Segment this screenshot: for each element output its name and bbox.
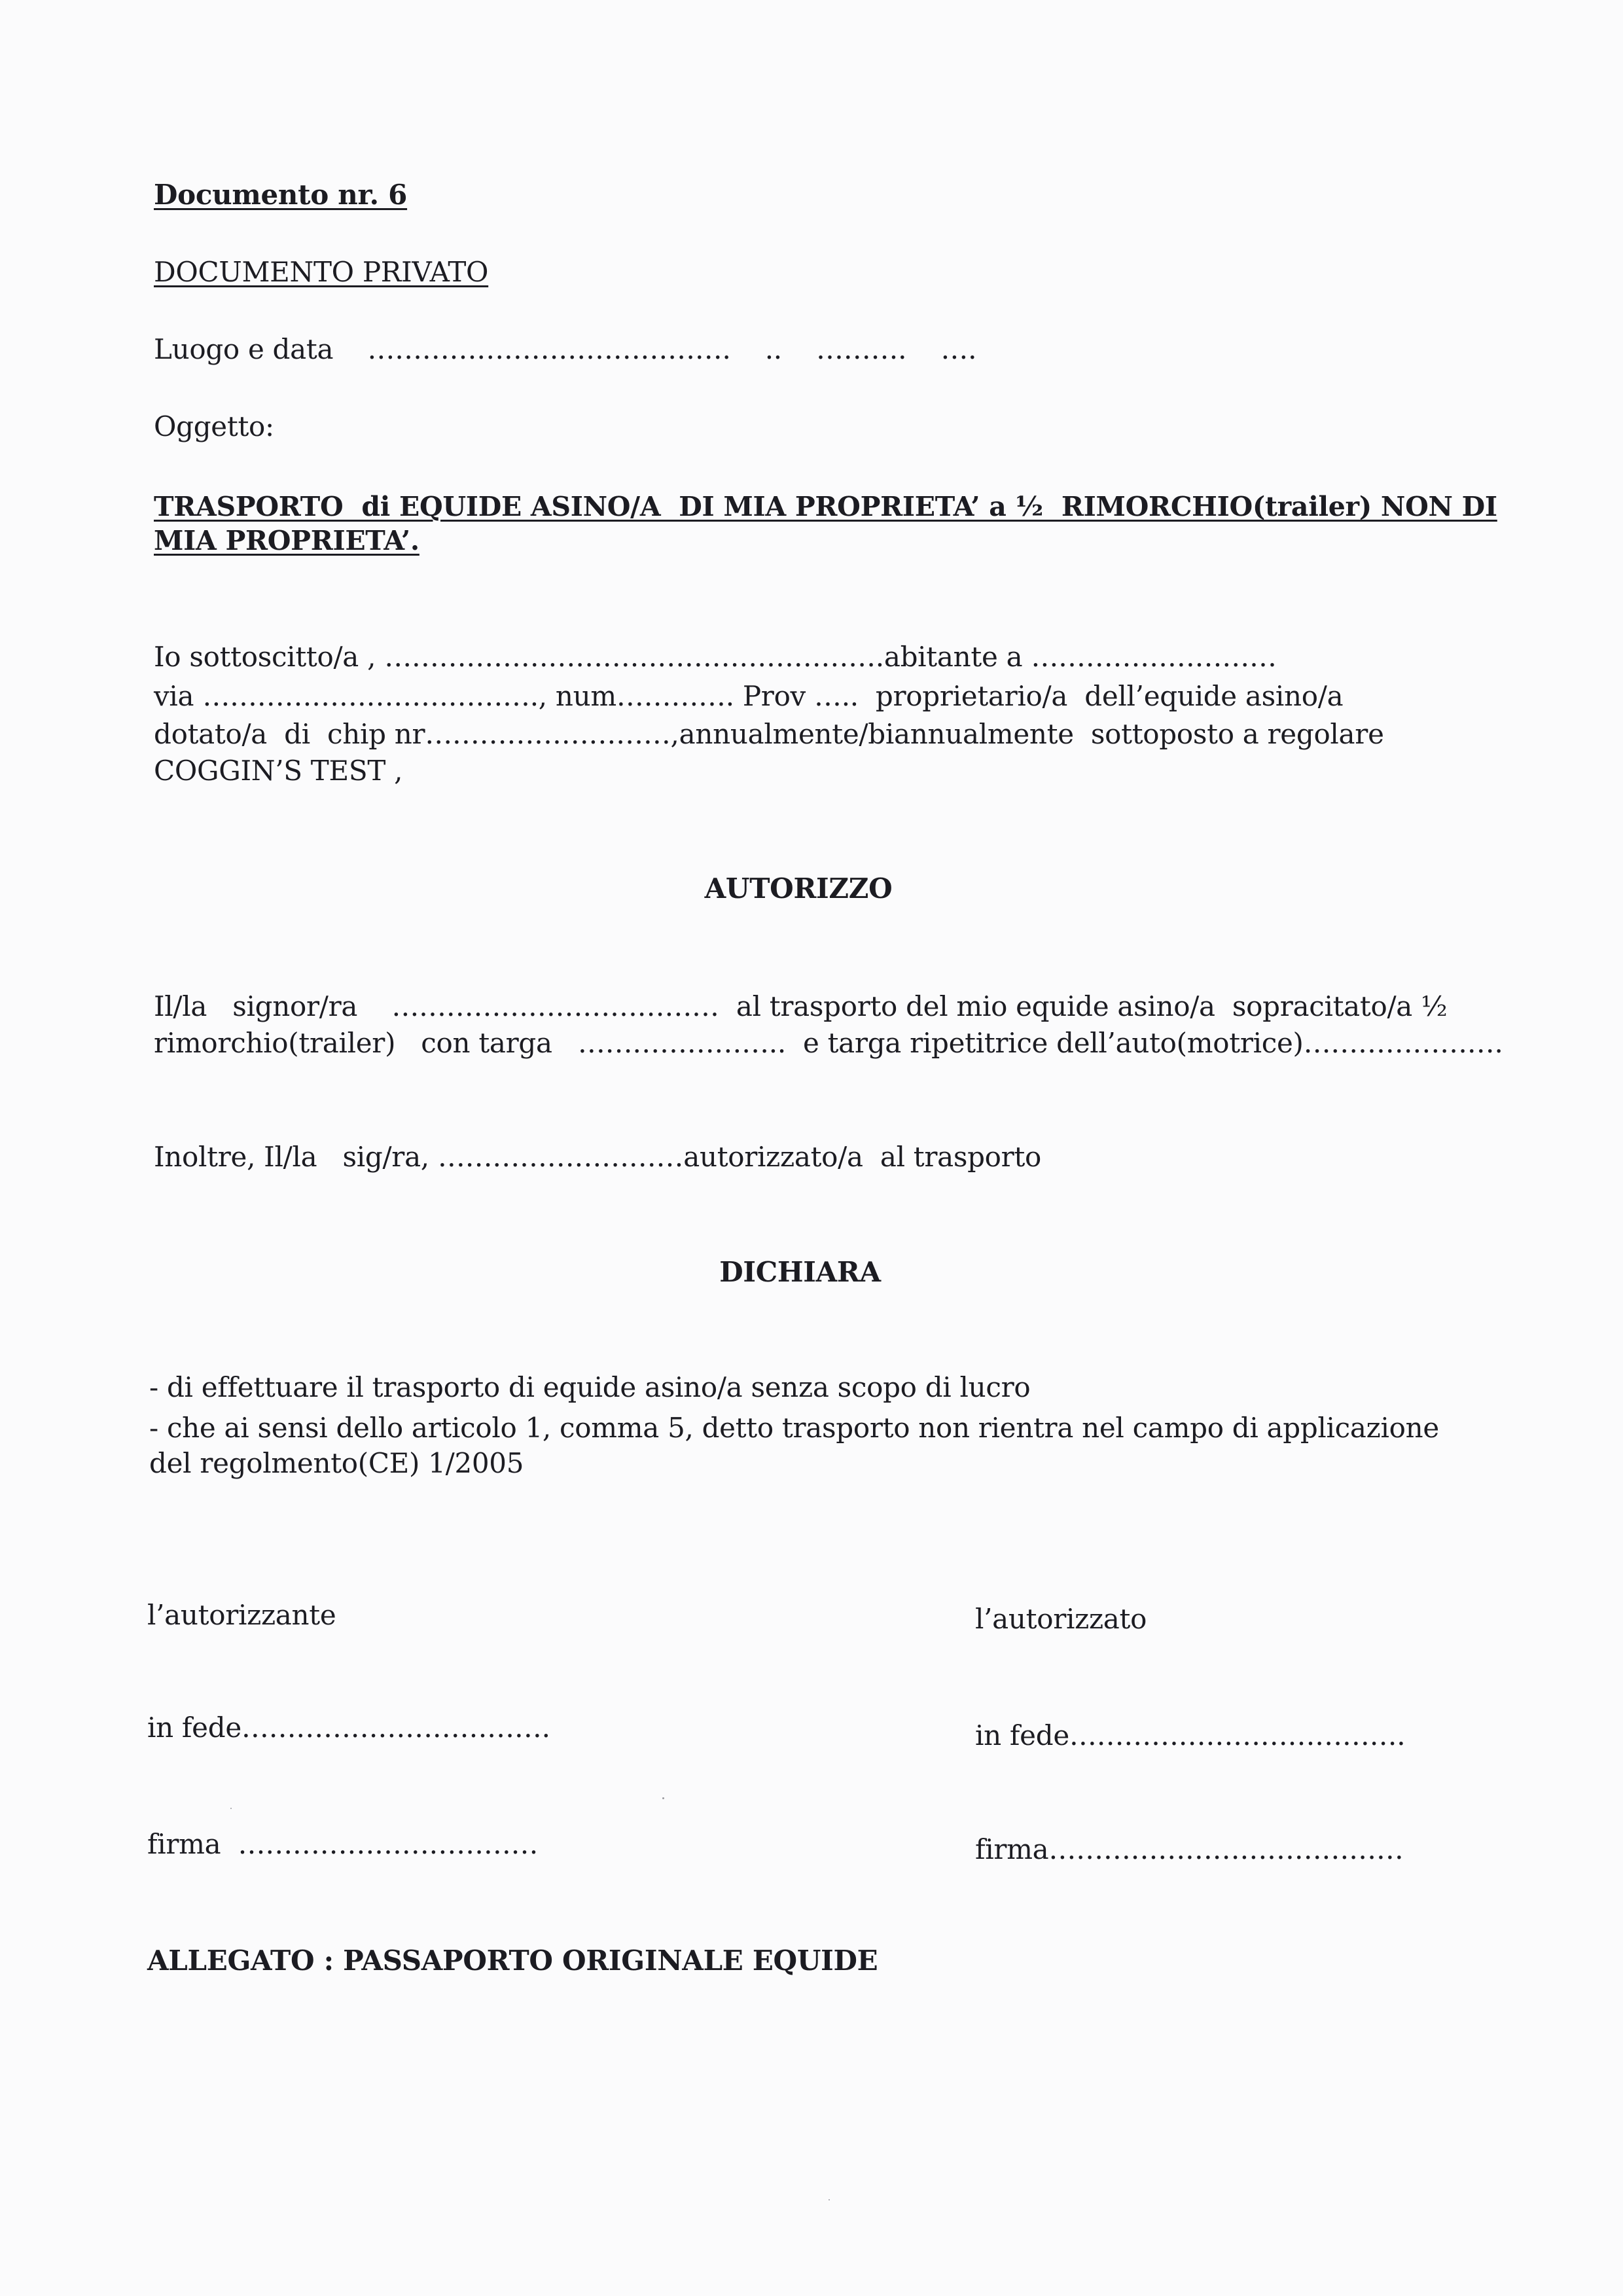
attachment-note: ALLEGATO : PASSAPORTO ORIGINALE EQUIDE bbox=[147, 1945, 878, 1977]
authorize-line-1: Il/la signor/ra ……………………………… al trasporto del mio equide asino/a sopracitato/a ½ bbox=[154, 990, 1448, 1022]
intro-line-1: Io sottoscitto/a , ……………………………………………….abitante a ……………………… bbox=[154, 641, 1277, 673]
right-faith-field: in fede………………………………. bbox=[975, 1719, 1406, 1751]
intro-line-2: via ………………………………., num…………. Prov ….. proprietario/a dell’equide asino/a bbox=[154, 680, 1344, 712]
intro-line-4: COGGIN’S TEST , bbox=[154, 755, 403, 787]
document-number: Documento nr. 6 bbox=[154, 179, 408, 211]
left-signature-field: firma …………………………… bbox=[147, 1828, 539, 1860]
scan-speck bbox=[230, 1808, 232, 1809]
left-signer-title: l’autorizzante bbox=[147, 1599, 336, 1631]
authorize-line-2: rimorchio(trailer) con targa ………………….. e targa ripetitrice dell’auto(motrice)…………………. bbox=[154, 1027, 1503, 1059]
left-faith-field: in fede……………………………. bbox=[147, 1712, 550, 1744]
declare-line-2: - che ai sensi dello articolo 1, comma 5, detto trasporto non rientra nel campo di applicazione bbox=[149, 1412, 1439, 1444]
place-and-date-field: Luogo e data …………………………………. .. ………. …. bbox=[154, 333, 977, 365]
scan-speck bbox=[662, 1797, 664, 1799]
subject-line-2: MIA PROPRIETA’. bbox=[154, 525, 419, 556]
document-type: DOCUMENTO PRIVATO bbox=[154, 256, 489, 288]
intro-line-3: dotato/a di chip nr………………………,annualmente/biannualmente sottoposto a regolare bbox=[154, 718, 1384, 750]
subject-line-1: TRASPORTO di EQUIDE ASINO/A DI MIA PROPRIETA’ a ½ RIMORCHIO(trailer) NON DI bbox=[154, 491, 1497, 522]
right-signer-title: l’autorizzato bbox=[975, 1603, 1147, 1635]
scan-speck bbox=[829, 2199, 830, 2200]
also-authorized-line: Inoltre, Il/la sig/ra, ………………………autorizzato/a al trasporto bbox=[154, 1141, 1042, 1173]
right-signature-field: firma………………………………… bbox=[975, 1833, 1404, 1865]
heading-authorize: AUTORIZZO bbox=[704, 872, 893, 905]
declare-line-3: del regolmento(CE) 1/2005 bbox=[149, 1447, 524, 1479]
heading-declare: DICHIARA bbox=[719, 1256, 881, 1288]
subject-label: Oggetto: bbox=[154, 410, 274, 442]
declare-line-1: - di effettuare il trasporto di equide asino/a senza scopo di lucro bbox=[149, 1371, 1031, 1403]
